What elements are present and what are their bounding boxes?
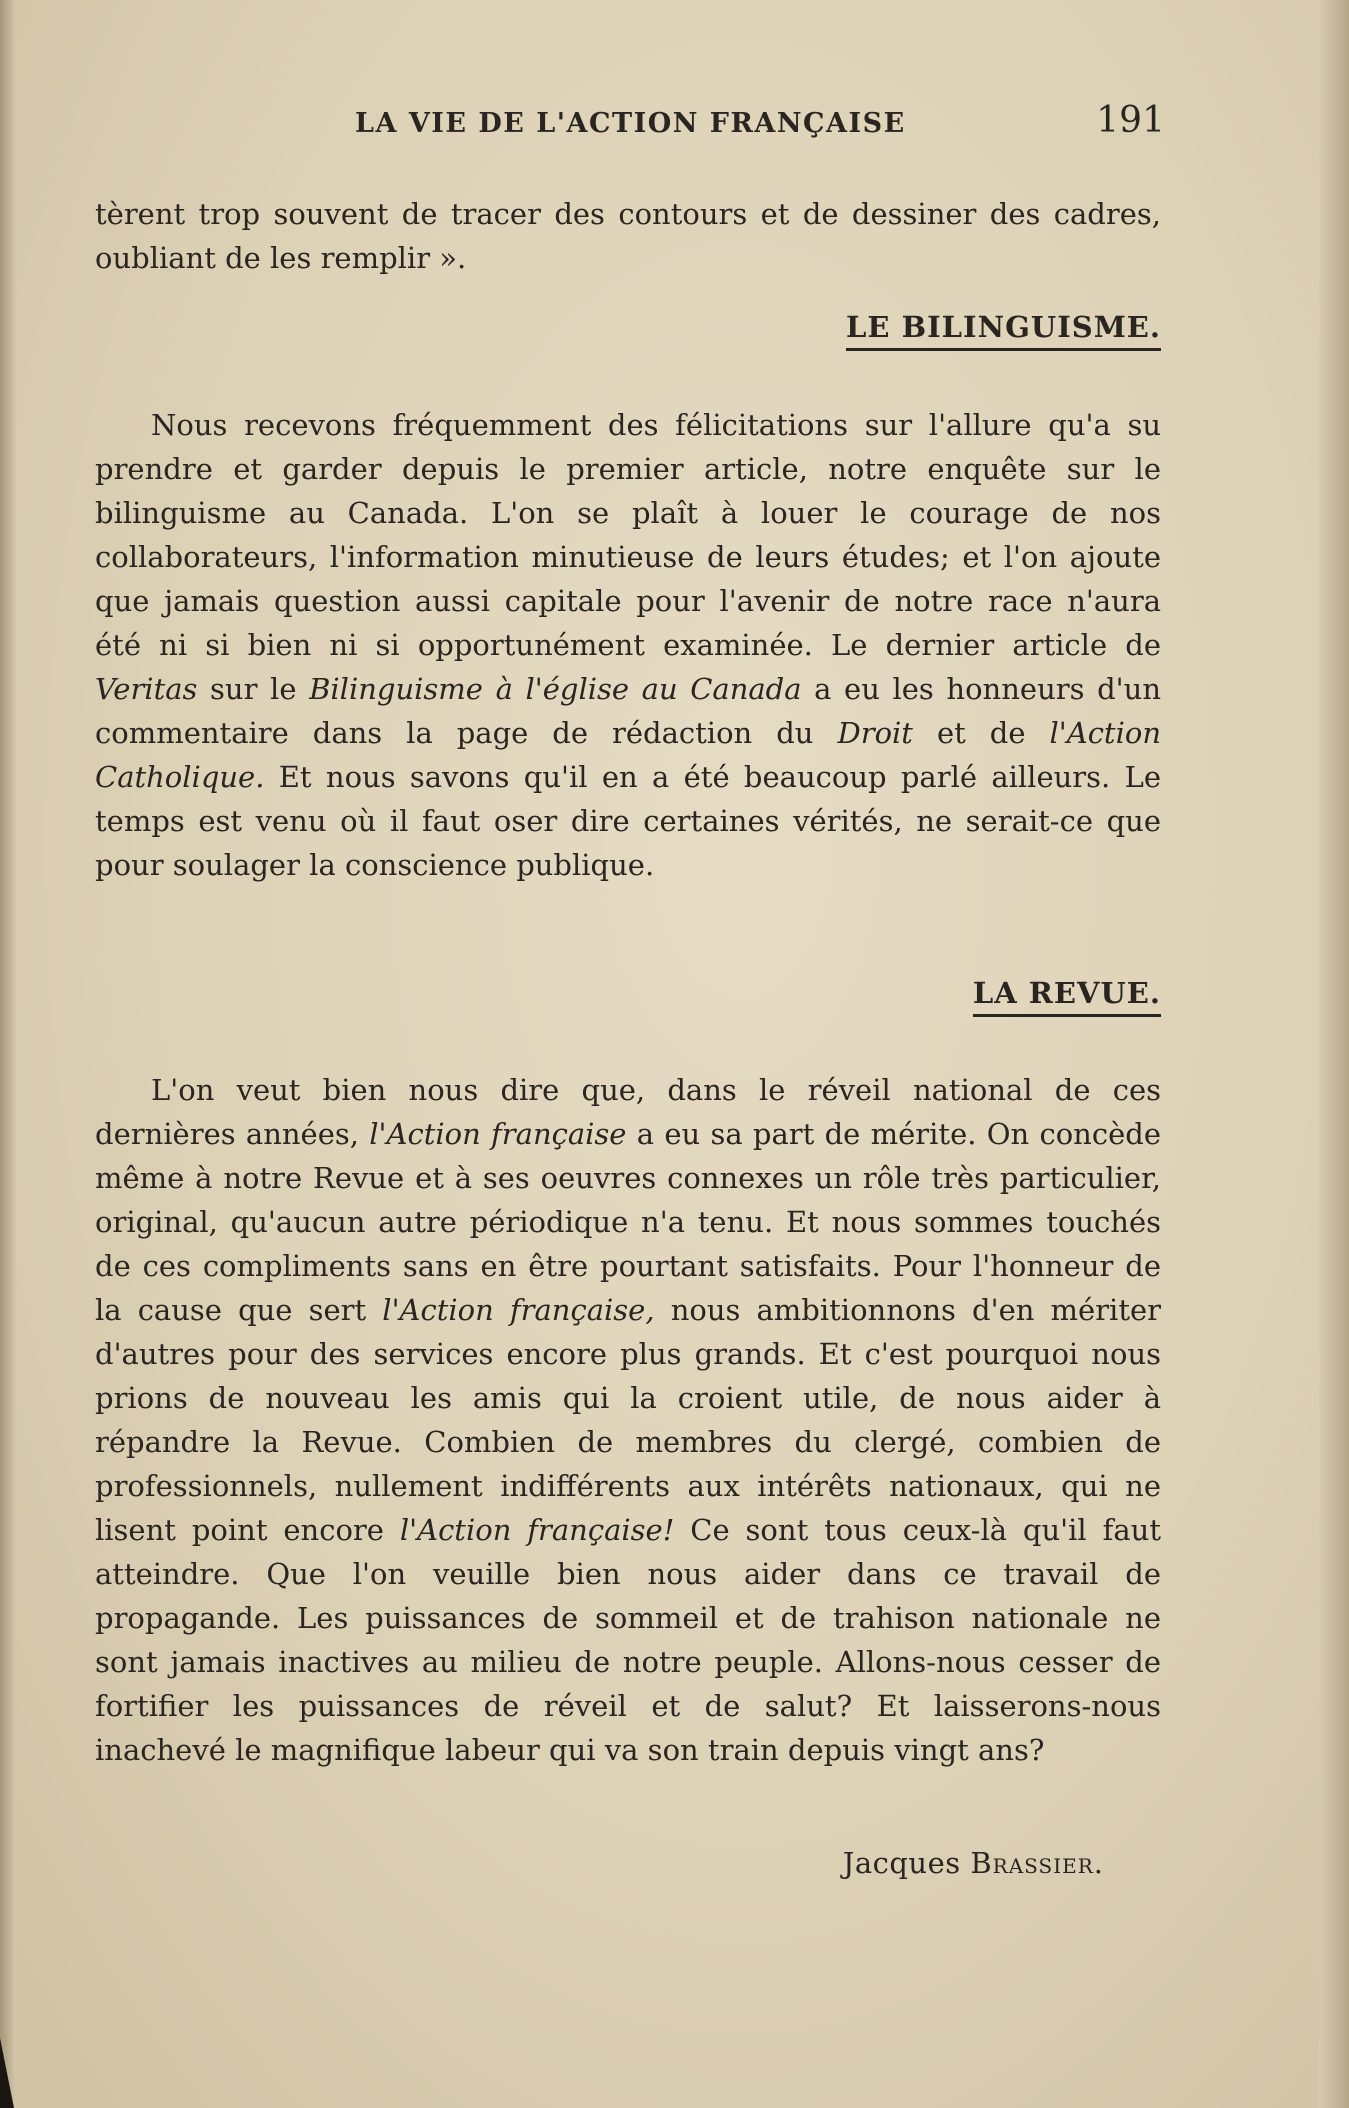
text-run: L'on veut bien nous dire que, dans le réveil national de ces dernières années, (95, 1073, 1161, 1151)
italic-bilinguisme-title: Bilinguisme à l'église au Canada (309, 672, 802, 706)
paragraph-bilinguisme (95, 403, 1161, 887)
page-left-edge (0, 0, 16, 2108)
running-title: LA VIE DE L'ACTION FRANÇAISE (355, 108, 906, 139)
text-run: Nous recevons fréquemment des félicitations sur l'allure qu'a su prendre et garder depuis le premier article, notre enquête sur le bilinguisme au Canada. L'on se plaît à louer le courage de nos collaborateurs, l'information minutieuse de leurs études; et l'on ajoute que jamais question aussi capitale pour l'avenir de notre race n'aura été ni si bien ni si opportunément examinée. Le dernier article de (95, 408, 1161, 662)
italic-action-francaise: l'Action française (369, 1117, 627, 1151)
italic-action-francaise: l'Action française, (382, 1293, 655, 1327)
text-run: et de (912, 716, 1050, 750)
text-run: a eu sa part de mérite. On concède même à notre Revue et à ses oeuvres connexes un rôle très particulier, original, qu'aucun autre périodique n'a tenu. Et nous sommes touchés de ces compliments sans en être pourtant satisfaits. Pour l'honneur de la cause que sert (95, 1117, 1161, 1327)
text-run: Ce sont tous ceux-là qu'il faut atteindre. Que l'on veuille bien nous aider dans ce travail de propagande. Les puissances de sommeil et de trahison nationale ne sont jamais inactives au milieu de notre peuple. Allons-nous cesser de fortifier les puissances de réveil et de salut? Et laisserons-nous inachevé le magnifique labeur qui va son train depuis vingt ans? (95, 1513, 1161, 1767)
italic-action-catholique: l'Action Catholique. (95, 716, 1161, 794)
italic-droit: Droit (837, 716, 913, 750)
text-run: a eu les honneurs d'un commentaire dans la page de rédaction du (95, 672, 1161, 750)
continuation-text: tèrent trop souvent de tracer des contours et de dessiner des cadres, oubliant de les remplir ». (95, 197, 1161, 275)
paragraph-revue (95, 1068, 1161, 1772)
bilinguisme-text (95, 403, 1161, 887)
page-right-edge (1319, 0, 1349, 2108)
heading-revue: LA REVUE. (973, 976, 1161, 1017)
author-signature (843, 1846, 1104, 1880)
revue-text (95, 1068, 1161, 1772)
signature-last-name: Brassier. (970, 1846, 1104, 1880)
text-run: sur le (197, 672, 310, 706)
italic-veritas: Veritas (95, 672, 198, 706)
italic-action-francaise: l'Action française! (399, 1513, 675, 1547)
signature-first-name: Jacques (842, 1846, 961, 1880)
text-run: nous ambitionnons d'en mériter d'autres pour des services encore plus grands. Et c'est pourquoi nous prions de nouveau les amis qui la croient utile, de nous aider à répandre la Revue. Combien de membres du clergé, combien de professionnels, nullement indifférents aux intérêts nationaux, qui ne lisent point encore (95, 1293, 1162, 1547)
text-run: Et nous savons qu'il en a été beaucoup parlé ailleurs. Le temps est venu où il faut oser dire certaines vérités, ne serait-ce que pour soulager la conscience publique. (95, 760, 1161, 882)
page-corner-shadow (0, 2038, 14, 2108)
running-head (95, 100, 1165, 148)
heading-bilinguisme: LE BILINGUISME. (846, 310, 1161, 351)
continuation-paragraph (95, 192, 1161, 280)
page-number: 191 (1096, 100, 1165, 141)
